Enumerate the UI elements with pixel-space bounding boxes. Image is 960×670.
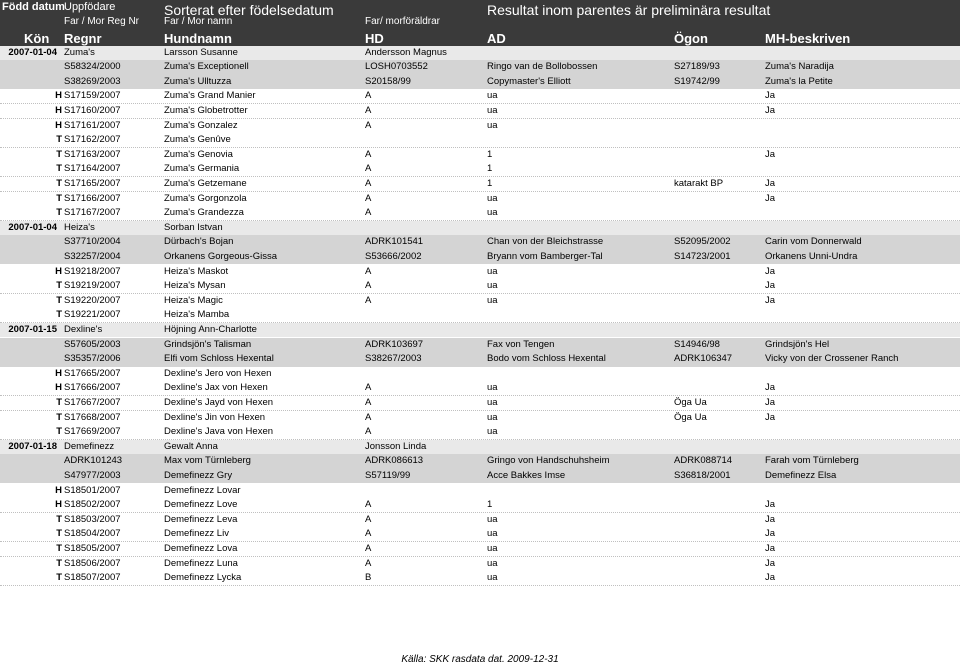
name-cell: Zuma's Grand Manier (164, 90, 256, 102)
table-row (0, 294, 960, 309)
name-cell: Zuma's Globetrotter (164, 104, 248, 116)
mh-cell: Ja (765, 557, 776, 569)
sex-cell: H (55, 104, 62, 116)
header-results-note: Resultat inom parentes är preliminära resultat (487, 2, 771, 18)
litter-row (0, 323, 960, 338)
header-eyes: Ögon (674, 31, 708, 46)
eye-cell: ADRK106347 (674, 353, 733, 365)
hd-cell: LOSH0703552 (365, 61, 428, 73)
ad-cell: Ringo van de Bollobossen (487, 61, 598, 73)
header-grandparents: Far/ morföräldrar (365, 16, 441, 27)
regnr-cell: S17163/2007 (64, 148, 121, 160)
name-cell: Elfi vom Schloss Hexental (164, 353, 274, 365)
ad-cell: ua (487, 572, 498, 584)
hd-cell: B (365, 572, 372, 584)
parent-row (0, 75, 960, 90)
table-row (0, 396, 960, 411)
name-cell: Zuma's Genûve (164, 134, 231, 146)
name-cell: Dexline's Jero von Hexen (164, 367, 272, 379)
hd-cell: A (365, 382, 372, 394)
hd-cell: A (365, 280, 372, 292)
ad-cell: Bodo vom Schloss Hexental (487, 353, 606, 365)
mh-cell: Ja (765, 499, 776, 511)
table-row (0, 206, 960, 221)
ad-cell: ua (487, 119, 498, 131)
name-cell: Heiza's Maskot (164, 265, 229, 277)
table-row (0, 557, 960, 572)
table-row (0, 192, 960, 207)
regnr-cell: S18505/2007 (64, 542, 121, 554)
name-cell: Dexline's Java von Hexen (164, 426, 274, 438)
table-row (0, 89, 960, 104)
name-cell: Zuma's Exceptionell (164, 61, 249, 73)
name-cell: Dürbach's Bojan (164, 236, 234, 248)
source-note: Källa: SKK rasdata dat. 2009-12-31 (401, 654, 559, 665)
ad-cell: ua (487, 192, 498, 204)
name-cell: Gewalt Anna (164, 440, 218, 452)
regnr-cell: S17162/2007 (64, 134, 121, 146)
name-cell: Larsson Susanne (164, 46, 238, 58)
name-cell: Höjning Ann-Charlotte (164, 323, 257, 335)
table-row (0, 279, 960, 294)
sex-cell: H (55, 119, 62, 131)
hd-cell: A (365, 104, 372, 116)
sex-cell: T (56, 396, 62, 408)
sex-cell: H (55, 382, 62, 394)
eye-cell: S36818/2001 (674, 469, 731, 481)
hd-cell: S57119/99 (365, 469, 411, 481)
sex-cell: T (56, 411, 62, 423)
mh-cell: Ja (765, 513, 776, 525)
sex-cell: T (56, 572, 62, 584)
sex-cell: H (55, 499, 62, 511)
ad-cell: Acce Bakkes Imse (487, 469, 566, 481)
table-row (0, 425, 960, 440)
name-cell: Zuma's Getzemane (164, 177, 247, 189)
regnr-cell: S18507/2007 (64, 572, 121, 584)
name-cell: Grindsjön's Talisman (164, 338, 252, 350)
regnr-cell: S17669/2007 (64, 426, 121, 438)
sex-cell: T (56, 294, 62, 306)
parent-row (0, 250, 960, 265)
name-cell: Dexline's Jin von Hexen (164, 411, 266, 423)
name-cell: Demefinezz Love (164, 499, 238, 511)
hd-cell: A (365, 294, 372, 306)
table-row (0, 265, 960, 280)
sex-cell: T (56, 309, 62, 321)
parent-row (0, 454, 960, 469)
mh-cell: Ja (765, 382, 776, 394)
mh-cell: Ja (765, 177, 776, 189)
header-ad: AD (487, 31, 506, 46)
eye-cell: S52095/2002 (674, 236, 731, 248)
header-dogname: Hundnamn (164, 31, 232, 46)
regnr-cell: S57605/2003 (64, 338, 121, 350)
regnr-cell: S19221/2007 (64, 309, 121, 321)
eye-cell: S14946/98 (674, 338, 720, 350)
header-mh: MH-beskriven (765, 31, 851, 46)
sex-cell: H (55, 265, 62, 277)
litter-row (0, 440, 960, 455)
name-cell: Zuma's Gorgonzola (164, 192, 247, 204)
header-sire-dam-reg: Far / Mor Reg Nr (64, 16, 140, 27)
name-cell: Zuma's Germania (164, 163, 240, 175)
row-divider (0, 585, 960, 586)
table-row (0, 527, 960, 542)
regnr-cell: S35357/2006 (64, 353, 121, 365)
name-cell: Heiza's Mysan (164, 280, 226, 292)
hd-cell: A (365, 163, 372, 175)
hd-cell: ADRK103697 (365, 338, 424, 350)
name-cell: Demefinezz Leva (164, 513, 238, 525)
hd-cell: S38267/2003 (365, 353, 422, 365)
mh-cell: Ja (765, 90, 776, 102)
name-cell: Sorban Istvan (164, 221, 223, 233)
litter-date: 2007-01-04 (8, 221, 57, 233)
ad-cell: ua (487, 396, 498, 408)
ad-cell: ua (487, 90, 498, 102)
hd-cell: Andersson Magnus (365, 46, 447, 58)
hd-cell: A (365, 528, 372, 540)
name-cell: Max vom Türnleberg (164, 455, 251, 467)
ad-cell: Chan von der Bleichstrasse (487, 236, 604, 248)
table-row (0, 119, 960, 134)
hd-cell: A (365, 119, 372, 131)
regnr-cell: S18501/2007 (64, 484, 121, 496)
table-row (0, 381, 960, 396)
sex-cell: T (56, 280, 62, 292)
hd-cell: Jonsson Linda (365, 440, 427, 452)
mh-cell: Ja (765, 294, 776, 306)
name-cell: Orkanens Gorgeous-Gissa (164, 250, 277, 262)
hd-cell: A (365, 192, 372, 204)
parent-row (0, 338, 960, 353)
regnr-cell: S18502/2007 (64, 499, 121, 511)
mh-cell: Ja (765, 104, 776, 116)
mh-cell: Vicky von der Crossener Ranch (765, 353, 899, 365)
eye-cell: katarakt BP (674, 177, 724, 189)
eye-cell: S27189/93 (674, 61, 720, 73)
hd-cell: A (365, 513, 372, 525)
mh-cell: Ja (765, 528, 776, 540)
ad-cell: ua (487, 294, 498, 306)
name-cell: Zuma's Genovia (164, 148, 233, 160)
eye-cell: ADRK088714 (674, 455, 733, 467)
hd-cell: A (365, 265, 372, 277)
sex-cell: T (56, 177, 62, 189)
mh-cell: Ja (765, 572, 776, 584)
header-hd: HD (365, 31, 384, 46)
regnr-cell: S47977/2003 (64, 469, 121, 481)
hd-cell: A (365, 90, 372, 102)
sex-cell: T (56, 513, 62, 525)
ad-cell: ua (487, 382, 498, 394)
parent-row (0, 60, 960, 75)
hd-cell: S20158/99 (365, 75, 411, 87)
table-row (0, 367, 960, 382)
table-row (0, 162, 960, 177)
mh-cell: Zuma's Naradija (765, 61, 834, 73)
regnr-cell: S19218/2007 (64, 265, 121, 277)
mh-cell: Ja (765, 192, 776, 204)
table-header (0, 0, 960, 46)
name-cell: Zuma's Ulltuzza (164, 75, 232, 87)
mh-cell: Demefinezz Elsa (765, 469, 837, 481)
sex-cell: H (55, 484, 62, 496)
regnr-cell: S17668/2007 (64, 411, 121, 423)
eye-cell: S14723/2001 (674, 250, 731, 262)
sex-cell: T (56, 542, 62, 554)
table-row (0, 484, 960, 499)
eye-cell: Öga Ua (674, 396, 707, 408)
regnr-cell: S17161/2007 (64, 119, 121, 131)
sex-cell: T (56, 192, 62, 204)
litter-row (0, 221, 960, 236)
hd-cell: A (365, 426, 372, 438)
name-cell: Zuma's Grandezza (164, 207, 244, 219)
parent-row (0, 469, 960, 484)
parent-row (0, 352, 960, 367)
table-row (0, 104, 960, 119)
regnr-cell: S19219/2007 (64, 280, 121, 292)
ad-cell: ua (487, 557, 498, 569)
regnr-cell: ADRK101243 (64, 455, 123, 467)
name-cell: Demefinezz Liv (164, 528, 229, 540)
regnr-cell: S17666/2007 (64, 382, 121, 394)
regnr-cell: S17164/2007 (64, 163, 121, 175)
mh-cell: Carin vom Donnerwald (765, 236, 862, 248)
name-cell: Heiza's Mamba (164, 309, 230, 321)
hd-cell: A (365, 542, 372, 554)
regnr-cell: S37710/2004 (64, 236, 121, 248)
ad-cell: Gringo von Handschuhsheim (487, 455, 610, 467)
header-sorted-by: Sorterat efter födelsedatum (164, 2, 334, 18)
sex-cell: T (56, 148, 62, 160)
name-cell: Zuma's Gonzalez (164, 119, 238, 131)
sex-cell: T (56, 163, 62, 175)
sex-cell: T (56, 557, 62, 569)
table-row (0, 498, 960, 513)
hd-cell: A (365, 148, 372, 160)
hd-cell: S53666/2002 (365, 250, 422, 262)
regnr-cell: S19220/2007 (64, 294, 121, 306)
litter-date: 2007-01-15 (8, 323, 57, 335)
hd-cell: A (365, 411, 372, 423)
hd-cell: A (365, 177, 372, 189)
ad-cell: Bryann vom Bamberger-Tal (487, 250, 603, 262)
table-row (0, 148, 960, 163)
header-born-date: Född datum (2, 1, 65, 13)
ad-cell: Copymaster's Elliott (487, 75, 571, 87)
table-row (0, 542, 960, 557)
ad-cell: ua (487, 411, 498, 423)
mh-cell: Orkanens Unni-Undra (765, 250, 858, 262)
ad-cell: 1 (487, 148, 493, 160)
header-sire-dam-name: Far / Mor namn (164, 16, 233, 27)
name-cell: Heiza's Magic (164, 294, 223, 306)
regnr-cell: S18503/2007 (64, 513, 121, 525)
litter-row (0, 46, 960, 61)
breeder-name: Demefinezz (64, 440, 115, 452)
hd-cell: A (365, 557, 372, 569)
regnr-cell: S17165/2007 (64, 177, 121, 189)
name-cell: Demefinezz Gry (164, 469, 233, 481)
regnr-cell: S17667/2007 (64, 396, 121, 408)
regnr-cell: S17159/2007 (64, 90, 121, 102)
parent-row (0, 235, 960, 250)
hd-cell: A (365, 499, 372, 511)
breeder-name: Heiza's (64, 221, 95, 233)
mh-cell: Ja (765, 265, 776, 277)
eye-cell: Öga Ua (674, 411, 707, 423)
regnr-cell: S58324/2000 (64, 61, 121, 73)
hd-cell: A (365, 396, 372, 408)
breeder-name: Dexline's (64, 323, 103, 335)
ad-cell: ua (487, 280, 498, 292)
name-cell: Dexline's Jax von Hexen (164, 382, 268, 394)
sex-cell: T (56, 134, 62, 146)
ad-cell: ua (487, 528, 498, 540)
ad-cell: 1 (487, 163, 493, 175)
table-row (0, 411, 960, 426)
sex-cell: T (56, 528, 62, 540)
sex-cell: H (55, 90, 62, 102)
hd-cell: ADRK086613 (365, 455, 424, 467)
sex-cell: T (56, 207, 62, 219)
regnr-cell: S17160/2007 (64, 104, 121, 116)
mh-cell: Ja (765, 280, 776, 292)
litter-date: 2007-01-18 (8, 440, 57, 452)
hd-cell: A (365, 207, 372, 219)
ad-cell: 1 (487, 177, 493, 189)
sex-cell: T (56, 426, 62, 438)
regnr-cell: S17665/2007 (64, 367, 121, 379)
table-row (0, 133, 960, 148)
header-breeder: Uppfödare (64, 1, 116, 13)
breeder-name: Zuma's (64, 46, 95, 58)
ad-cell: ua (487, 104, 498, 116)
mh-cell: Ja (765, 542, 776, 554)
regnr-cell: S17166/2007 (64, 192, 121, 204)
ad-cell: ua (487, 513, 498, 525)
hd-cell: ADRK101541 (365, 236, 424, 248)
table-row (0, 177, 960, 192)
header-regnr: Regnr (64, 31, 102, 46)
ad-cell: ua (487, 207, 498, 219)
table-row (0, 571, 960, 586)
regnr-cell: S18506/2007 (64, 557, 121, 569)
mh-cell: Zuma's la Petite (765, 75, 833, 87)
regnr-cell: S17167/2007 (64, 207, 121, 219)
regnr-cell: S38269/2003 (64, 75, 121, 87)
mh-cell: Ja (765, 396, 776, 408)
name-cell: Demefinezz Lycka (164, 572, 242, 584)
regnr-cell: S18504/2007 (64, 528, 121, 540)
ad-cell: Fax von Tengen (487, 338, 555, 350)
name-cell: Demefinezz Luna (164, 557, 238, 569)
ad-cell: ua (487, 426, 498, 438)
ad-cell: ua (487, 265, 498, 277)
mh-cell: Grindsjön's Hel (765, 338, 830, 350)
header-sex: Kön (24, 31, 50, 46)
name-cell: Demefinezz Lova (164, 542, 238, 554)
mh-cell: Ja (765, 411, 776, 423)
regnr-cell: S32257/2004 (64, 250, 121, 262)
mh-cell: Farah vom Türnleberg (765, 455, 859, 467)
name-cell: Demefinezz Lovar (164, 484, 241, 496)
table-row (0, 308, 960, 323)
ad-cell: 1 (487, 499, 493, 511)
ad-cell: ua (487, 542, 498, 554)
name-cell: Dexline's Jayd von Hexen (164, 396, 274, 408)
eye-cell: S19742/99 (674, 75, 720, 87)
sex-cell: H (55, 367, 62, 379)
table-row (0, 513, 960, 528)
mh-cell: Ja (765, 148, 776, 160)
litter-date: 2007-01-04 (8, 46, 57, 58)
